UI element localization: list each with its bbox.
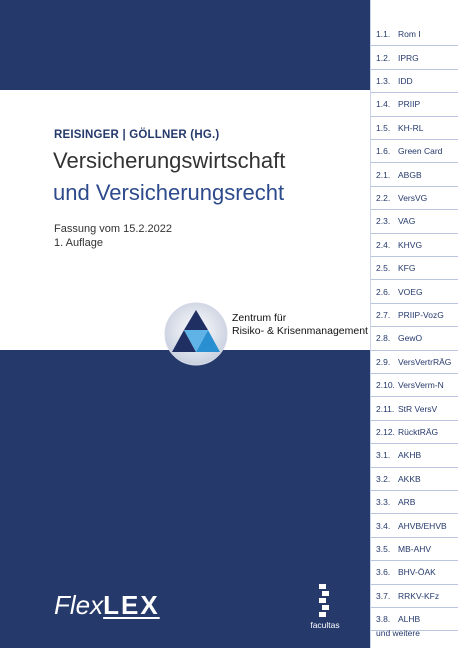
tab-number: 1.1. — [376, 29, 391, 40]
tab-label: Rom I — [398, 29, 421, 40]
tab-label: KH-RL — [398, 122, 424, 133]
tab-number: 3.8. — [376, 614, 391, 625]
book-title-line1: Versicherungswirtschaft — [53, 148, 286, 173]
register-tab[interactable] — [371, 163, 458, 186]
tab-number: 2.9. — [376, 356, 391, 367]
tab-number: 2.8. — [376, 333, 391, 344]
publisher-mark-icon — [317, 584, 331, 618]
tab-number: 2.11. — [376, 403, 395, 414]
tab-number: 3.2. — [376, 473, 391, 484]
tab-label: VOEG — [398, 286, 423, 297]
tab-label: IPRG — [398, 52, 419, 63]
institute-name — [232, 312, 368, 338]
book-edition: 1. Auflage — [54, 237, 103, 249]
tab-label: ARB — [398, 497, 416, 508]
register-tab[interactable] — [371, 117, 458, 140]
tab-label: VersVerm-N — [398, 380, 444, 391]
tab-label: AKKB — [398, 473, 421, 484]
tab-label: RRKV-KFz — [398, 590, 440, 601]
tab-label: GewO — [398, 333, 423, 344]
register-tab[interactable] — [371, 538, 458, 561]
register-tab[interactable] — [371, 444, 458, 467]
register-tab[interactable] — [371, 561, 458, 584]
tab-number: 3.3. — [376, 497, 391, 508]
register-tab[interactable] — [371, 468, 458, 491]
tab-number: 2.10. — [376, 380, 395, 391]
register-tab[interactable] — [371, 351, 458, 374]
register-tab[interactable] — [371, 491, 458, 514]
tab-label: VersVG — [398, 192, 428, 203]
register-tab[interactable] — [371, 187, 458, 210]
register-tab[interactable] — [371, 46, 458, 69]
triangle-logo-icon — [164, 302, 228, 366]
tab-number: 3.4. — [376, 520, 391, 531]
register-tab[interactable] — [371, 93, 458, 116]
tab-number: 2.3. — [376, 216, 391, 227]
tab-number: 1.2. — [376, 52, 391, 63]
register-tab[interactable] — [371, 257, 458, 280]
tab-number: 1.6. — [376, 146, 391, 157]
tab-number: 2.5. — [376, 263, 391, 274]
tab-label: Green Card — [398, 146, 443, 157]
register-tab[interactable] — [371, 397, 458, 420]
tabs-more-label: und weitere — [376, 628, 420, 638]
book-title-line2: und Versicherungsrecht — [53, 180, 285, 205]
tab-number: 2.1. — [376, 169, 391, 180]
tab-number: 2.7. — [376, 309, 391, 320]
tab-label: KHVG — [398, 239, 423, 250]
tab-label: VAG — [398, 216, 416, 227]
tab-label: PRIIP-VozG — [398, 309, 444, 320]
tab-number: 2.2. — [376, 192, 391, 203]
tab-number: 2.4. — [376, 239, 391, 250]
publisher-name: facultas — [310, 620, 340, 630]
institute-logo — [164, 302, 368, 372]
register-tab[interactable] — [371, 23, 458, 46]
register-tab[interactable] — [371, 280, 458, 303]
tab-label: PRIIP — [398, 99, 421, 110]
tab-number: 1.4. — [376, 99, 391, 110]
register-tab[interactable] — [371, 210, 458, 233]
tab-number: 1.5. — [376, 122, 391, 133]
tab-number: 1.3. — [376, 75, 391, 86]
tab-label: ABGB — [398, 169, 422, 180]
brand-lex: LEX — [103, 590, 160, 620]
register-tabs — [370, 0, 458, 648]
cover-top-band — [0, 0, 370, 90]
institute-name-line1: Zentrum für — [232, 312, 287, 324]
register-tab[interactable] — [371, 327, 458, 350]
tab-label: AKHB — [398, 450, 422, 461]
book-version: Fassung vom 15.2.2022 — [54, 223, 173, 235]
tab-number: 3.1. — [376, 450, 391, 461]
register-tab[interactable] — [371, 140, 458, 163]
register-tab[interactable] — [371, 514, 458, 537]
institute-name-line2: Risiko- & Krisenmanagement — [232, 325, 368, 337]
tab-label: StR VersV — [398, 403, 438, 414]
tab-number: 3.6. — [376, 567, 391, 578]
brand-flex: Flex — [54, 590, 104, 620]
tab-label: VersVertrRÄG — [398, 356, 452, 367]
register-tab[interactable] — [371, 234, 458, 257]
register-tab[interactable] — [371, 421, 458, 444]
tab-label: BHV-ÖAK — [398, 567, 436, 578]
tab-label: KFG — [398, 263, 416, 274]
tab-label: IDD — [398, 75, 413, 86]
tab-label: MB-AHV — [398, 543, 432, 554]
tab-number: 2.12. — [376, 426, 395, 437]
book-authors: REISINGER | GÖLLNER (HG.) — [54, 129, 220, 141]
flexlex-brand — [54, 590, 160, 621]
register-tab[interactable] — [371, 374, 458, 397]
tab-number: 3.7. — [376, 590, 391, 601]
tab-number: 3.5. — [376, 543, 391, 554]
book-edition-info — [54, 222, 172, 250]
tab-label: ALHB — [398, 614, 421, 625]
tab-label: AHVB/EHVB — [398, 520, 447, 531]
tab-label: RücktRÄG — [398, 426, 439, 437]
register-tab[interactable] — [371, 304, 458, 327]
publisher-logo — [302, 584, 348, 634]
tab-number: 2.6. — [376, 286, 391, 297]
register-tab[interactable] — [371, 70, 458, 93]
register-tab[interactable] — [371, 585, 458, 608]
